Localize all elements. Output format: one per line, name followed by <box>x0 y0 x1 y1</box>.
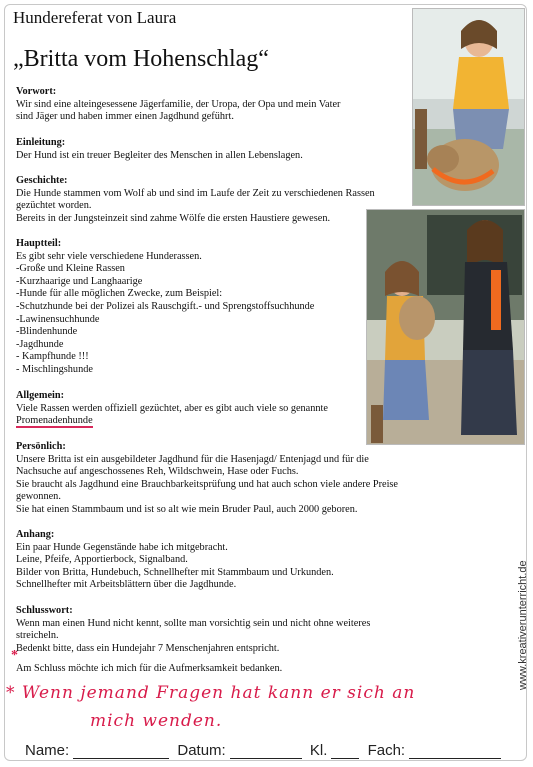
underlined-word: Promenadenhunde <box>16 415 93 427</box>
section-heading: Allgemein: <box>16 390 65 401</box>
text-line: Bilder von Britta, Hundebuch, Schnellhefter mit Stammbaum und Urkunden. <box>16 566 334 578</box>
text-line: Bedenkt bitte, dass ein Hundejahr 7 Menschenjahren entspricht. <box>16 642 280 654</box>
handwritten-note-line1: * Wenn jemand Fragen hat kann er sich an <box>6 683 416 703</box>
text-line: -Jagdhunde <box>16 338 64 350</box>
section-heading: Persönlich: <box>16 441 66 452</box>
text-line: sind Jäger und haben immer einen Jagdhund geführt. <box>16 111 234 123</box>
main-title: „Britta vom Hohenschlag“ <box>13 46 269 72</box>
text-line: Schnellhefter mit Arbeitsblättern über die Jagdhunde. <box>16 579 237 591</box>
text-line: -Schutzhunde bei der Polizei als Rauschgift.- und Sprengstoffsuchhunde <box>16 300 315 312</box>
text-line-wrapper <box>16 415 328 428</box>
text-line: streicheln. <box>16 630 59 642</box>
text-line: Es gibt sehr viele verschiedene Hunderassen. <box>16 250 202 262</box>
name-field[interactable] <box>73 744 169 759</box>
section-geschichte <box>16 175 375 225</box>
text-line: Unsere Britta ist ein ausgebildeter Jagdhund für die Hasenjagd/ Entenjagd und für die <box>16 453 369 465</box>
section-hauptteil <box>16 238 314 377</box>
text-line: gezüchtet worden. <box>16 200 92 212</box>
text-line: Wenn man einen Hund nicht kennt, sollte man vorsichtig sein und nicht ohne weiteres <box>16 617 371 629</box>
handwritten-star: * <box>11 648 18 663</box>
text-line: -Große und Kleine Rassen <box>16 263 125 275</box>
section-heading: Vorwort: <box>16 86 57 97</box>
section-heading: Schlusswort: <box>16 605 73 616</box>
text-line: Bereits in der Jungsteinzeit sind zahme Wölfe die ersten Haustiere gewesen. <box>16 212 331 224</box>
section-heading: Anhang: <box>16 529 55 540</box>
text-line: Nachsuche auf angeschossenes Reh, Wildschwein, Hase oder Fuchs. <box>16 466 299 478</box>
text-line: Ein paar Hunde Gegenstände habe ich mitgebracht. <box>16 541 228 553</box>
section-schlusswort <box>16 605 370 676</box>
section-vorwort <box>16 86 341 124</box>
text-line: - Mischlingshunde <box>16 363 93 375</box>
section-anhang <box>16 529 334 592</box>
class-field[interactable] <box>331 744 359 759</box>
section-heading: Einleitung: <box>16 137 66 148</box>
text-line: Am Schluss möchte ich mich für die Aufmerksamkeit bedanken. <box>16 663 283 675</box>
date-field[interactable] <box>230 744 302 759</box>
section-heading: Geschichte: <box>16 175 68 186</box>
subject-label: Fach: <box>367 742 406 759</box>
section-persoenlich <box>16 441 398 517</box>
text-line: Wir sind eine alteingesessene Jägerfamilie, der Uropa, der Opa und mein Vater <box>16 98 341 110</box>
text-line: Der Hund ist ein treuer Begleiter des Menschen in allen Lebenslagen. <box>16 149 303 161</box>
section-einleitung <box>16 137 303 162</box>
photo-girl-with-dog <box>412 8 525 206</box>
section-heading: Hauptteil: <box>16 238 62 249</box>
text-line: -Kurzhaarige und Langhaarige <box>16 275 143 287</box>
section-allgemein <box>16 390 328 428</box>
text-line: gewonnen. <box>16 491 61 503</box>
text-line: Leine, Pfeife, Apportierbock, Signalband. <box>16 554 188 566</box>
name-label: Name: <box>25 742 70 759</box>
photo-two-girls-with-dog <box>366 209 525 445</box>
text-line: -Hunde für alle möglichen Zwecke, zum Beispiel: <box>16 288 223 300</box>
class-label: Kl. <box>309 742 328 759</box>
side-url: www.kreativerunterricht.de <box>517 560 529 690</box>
date-label: Datum: <box>177 742 226 759</box>
text-line: Sie hat einen Stammbaum und ist so alt wie mein Bruder Paul, auch 2000 geboren. <box>16 503 358 515</box>
text-line: -Lawinensuchhunde <box>16 313 100 325</box>
text-line <box>16 655 370 663</box>
handwritten-note-line2: mich wenden. <box>90 711 223 731</box>
text-line: Die Hunde stammen vom Wolf ab und sind im Laufe der Zeit zu verschiedenen Rassen <box>16 187 375 199</box>
text-line: - Kampfhunde !!! <box>16 351 89 363</box>
text-line: -Blindenhunde <box>16 326 78 338</box>
text-line: Viele Rassen werden offiziell gezüchtet, aber es gibt auch viele so genannte <box>16 402 328 414</box>
text-line: Sie braucht als Jagdhund eine Brauchbarkeitsprüfung und hat auch schon viele andere Preise <box>16 478 399 490</box>
footer-fields <box>25 742 505 759</box>
paper-title: Hundereferat von Laura <box>13 8 177 27</box>
subject-field[interactable] <box>409 744 501 759</box>
